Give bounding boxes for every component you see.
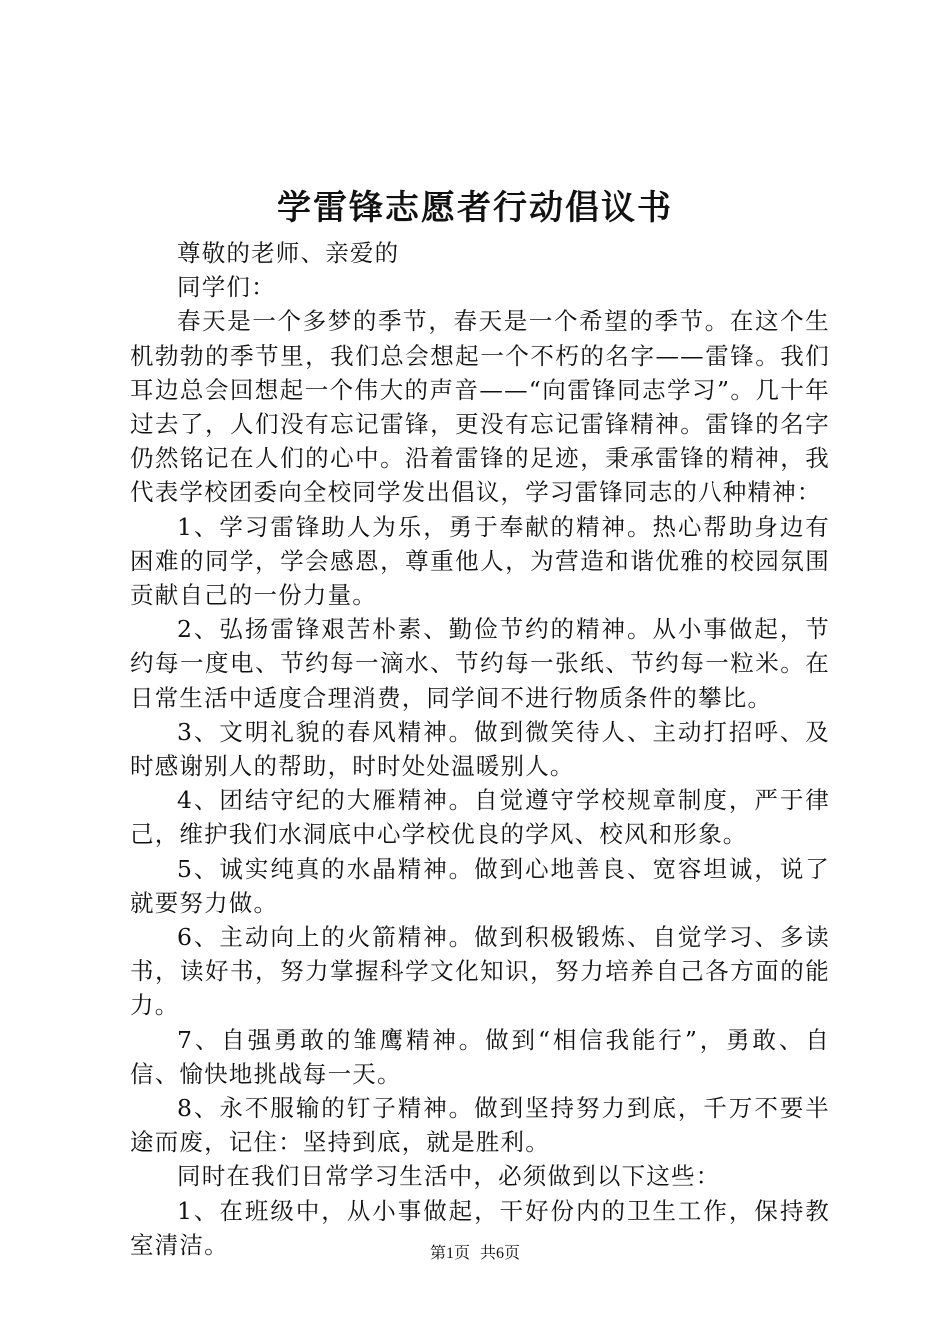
greeting-line: 尊敬的老师、亲爱的 xyxy=(177,239,400,267)
document-title: 学雷锋志愿者行动倡议书 xyxy=(277,188,673,228)
page-total: 共6页 xyxy=(480,1245,521,1262)
paragraph: 4、团结守纪的大雁精神。自觉遵守学校规章制度，严于律己，维护我们水洞底中心学校优良的学风、校风和形象。 xyxy=(130,786,830,849)
paragraph: 1、学习雷锋助人为乐，勇于奉献的精神。热心帮助身边有困难的同学，学会感恩，尊重他人，为营造和谐优雅的校园氛围贡献自己的一份力量。 xyxy=(130,512,830,610)
paragraph: 6、主动向上的火箭精神。做到积极锻炼、自觉学习、多读书，读好书，努力掌握科学文化知识，努力培养自己各方面的能力。 xyxy=(130,923,830,1020)
paragraph: 同时在我们日常学习生活中，必须做到以下这些： xyxy=(177,1162,721,1191)
paragraph: 3、文明礼貌的春风精神。做到微笑待人、主动打招呼、及时感谢别人的帮助，时时处处温暖别人。 xyxy=(130,717,830,781)
paragraph: 7、自强勇敢的雏鹰精神。做到“相信我能行”，勇敢、自信、愉快地挑战每一天。 xyxy=(130,1025,830,1088)
page-number: 第1页 xyxy=(429,1245,470,1262)
paragraph: 1、在班级中，从小事做起，干好份内的卫生工作，保持教室清洁。 xyxy=(130,1196,830,1259)
page-footer xyxy=(0,1242,950,1266)
paragraph: 春天是一个多梦的季节，春天是一个希望的季节。在这个生机勃勃的季节里，我们总会想起一个不朽的名字——雷锋。我们耳边总会回想起一个伟大的声音——“向雷锋同志学习”。几十年过去了，人们没有忘记雷锋，更没有忘记雷锋精神。雷锋的名字仍然铭记在人们的心中。沿着雷锋的足迹，秉承雷锋的精神，我代表学校团委向全校同学发出倡议，学习雷锋同志的八种精神： xyxy=(130,307,830,507)
greeting-line: 同学们： xyxy=(177,273,276,302)
paragraph: 5、诚实纯真的水晶精神。做到心地善良、宽容坦诚，说了就要努力做。 xyxy=(130,854,830,917)
paragraph: 2、弘扬雷锋艰苦朴素、勤俭节约的精神。从小事做起，节约每一度电、节约每一滴水、节约每一张纸、节约每一粒米。在日常生活中适度合理消费，同学间不进行物质条件的攀比。 xyxy=(130,615,830,712)
document-body xyxy=(130,236,830,1262)
paragraph: 8、永不服输的钉子精神。做到坚持努力到底，千万不要半途而废，记住：坚持到底，就是胜利。 xyxy=(130,1094,830,1157)
